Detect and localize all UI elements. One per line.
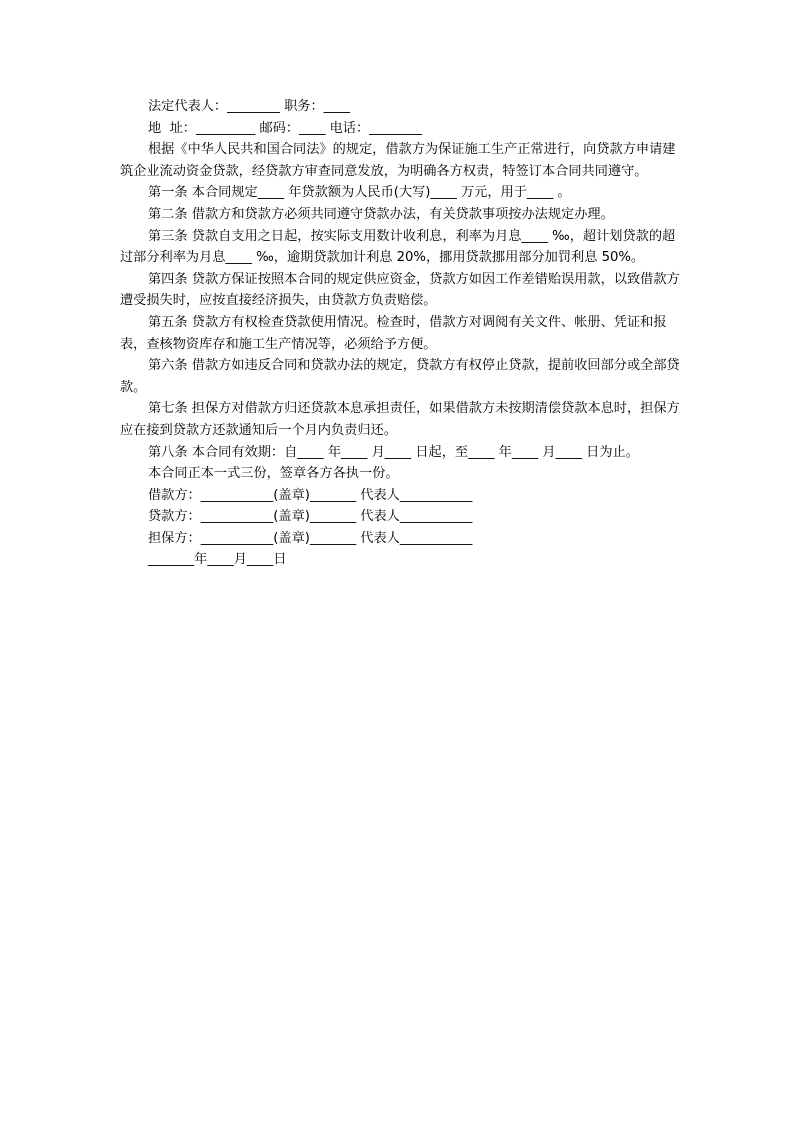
article-5: 第五条 贷款方有权检查贷款使用情况。检查时，借款方对调阅有关文件、帐册、凭证和报表，查核物资库存和施工生产情况等，必须给予方便。 [120, 314, 667, 352]
article-2: 第二条 借款方和贷款方必须共同遵守贷款办法，有关贷款事项按办法规定办理。 [148, 206, 614, 222]
intro-paragraph: 根据《中华人民共和国合同法》的规定，借款方为保证施工生产正常进行，向贷款方申请建筑企业流动资金贷款，经贷款方审查同意发放，为明确各方权责，特签订本合同共同遵守。 [120, 142, 676, 179]
date-line: _______年____月____日 [148, 552, 287, 568]
article-3: 第三条 贷款自支用之日起，按实际支用数计收利息，利率为月息____ ‰，超计划贷款的超过部分利率为月息____ ‰，逾期贷款加计利息 20%，挪用贷款挪用部分加罚利息 50%。 [120, 228, 676, 266]
legal-rep-line: 法定代表人：________ 职务：____ [148, 99, 351, 114]
address-line: 地 址：_________ 邮码：____ 电话：________ [148, 120, 422, 136]
copies-note: 本合同正本一式三份，签章各方各执一份。 [148, 466, 399, 482]
article-6: 第六条 借款方如违反合同和贷款办法的规定，贷款方有权停止贷款，提前收回部分或全部贷款。 [120, 358, 680, 395]
article-4: 第四条 贷款方保证按照本合同的规定供应资金，贷款方如因工作差错贻误用款，以致借款方遭受损失时，应按直接经济损失，由贷款方负责赔偿。 [120, 271, 680, 309]
signature-guarantor: 担保方：___________(盖章)_______ 代表人___________ [148, 530, 473, 546]
signature-borrower: 借款方：___________(盖章)_______ 代表人___________ [148, 487, 473, 503]
article-1: 第一条 本合同规定____ 年贷款额为人民币(大写)____ 万元，用于____ 。 [148, 185, 571, 201]
contract-body [120, 96, 685, 571]
signature-lender: 贷款方：___________(盖章)_______ 代表人___________ [148, 509, 473, 525]
article-8: 第八条 本合同有效期：自____ 年____ 月____ 日起，至____ 年____ 月____ 日为止。 [148, 444, 639, 460]
article-7: 第七条 担保方对借款方归还贷款本息承担责任，如果借款方未按期清偿贷款本息时，担保方应在接到贷款方还款通知后一个月内负责归还。 [120, 401, 680, 438]
